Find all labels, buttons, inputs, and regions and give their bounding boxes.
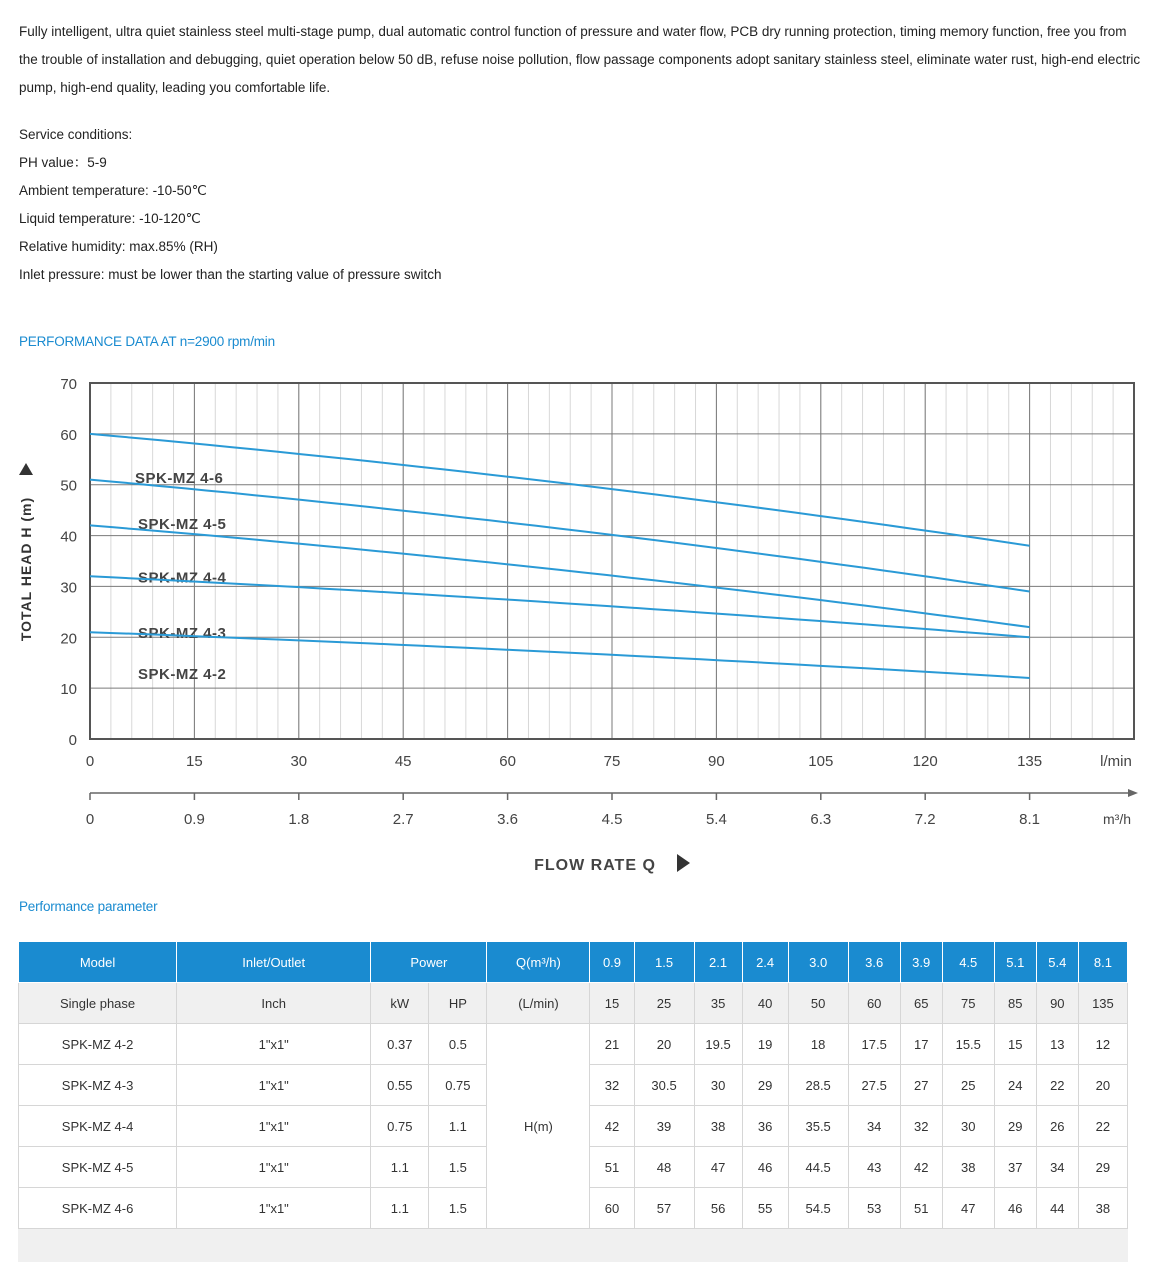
head-value: 13: [1036, 1024, 1078, 1065]
head-value: 19.5: [694, 1024, 742, 1065]
lmin-value: 85: [994, 983, 1036, 1024]
head-value: 34: [1036, 1147, 1078, 1188]
head-value: 38: [1078, 1188, 1127, 1229]
y-tick-label: 60: [60, 426, 77, 444]
header-q-value: 8.1: [1078, 942, 1127, 983]
lmin-value: 40: [742, 983, 788, 1024]
head-value: 54.5: [788, 1188, 848, 1229]
head-value: 25: [942, 1065, 994, 1106]
row-kw: 0.75: [371, 1106, 429, 1147]
x-tick-label-m3h: 7.2: [914, 811, 936, 828]
series-label: SPK-MZ 4-5: [138, 515, 227, 533]
row-model: SPK-MZ 4-2: [19, 1024, 177, 1065]
header-q-value: 2.1: [694, 942, 742, 983]
row-inlet: 1"x1": [177, 1188, 371, 1229]
head-value: 30: [694, 1065, 742, 1106]
condition-humidity: Relative humidity: max.85% (RH): [19, 239, 218, 254]
head-value: 37: [994, 1147, 1036, 1188]
head-value: 29: [742, 1065, 788, 1106]
head-value: 51: [900, 1188, 942, 1229]
header-inlet: Inlet/Outlet: [177, 942, 371, 983]
series-label: SPK-MZ 4-6: [135, 470, 224, 488]
h-label-cell: H(m): [487, 1024, 590, 1229]
x-unit-m3h: m³/h: [1103, 811, 1131, 827]
head-value: 55: [742, 1188, 788, 1229]
head-value: 32: [900, 1106, 942, 1147]
x-tick-label-lmin: 75: [603, 753, 621, 770]
performance-table: [18, 941, 1128, 1229]
x-tick-label-lmin: 45: [394, 753, 412, 770]
head-value: 60: [590, 1188, 634, 1229]
head-value: 48: [634, 1147, 694, 1188]
y-tick-label: 40: [60, 528, 77, 546]
head-value: 47: [942, 1188, 994, 1229]
y-tick-label: 70: [60, 376, 77, 393]
head-value: 22: [1078, 1106, 1127, 1147]
x-tick-label-lmin: 90: [708, 753, 725, 770]
series-label: SPK-MZ 4-3: [138, 625, 227, 643]
header-q-value: 5.1: [994, 942, 1036, 983]
x-tick-label-m3h: 4.5: [601, 811, 623, 828]
head-value: 24: [994, 1065, 1036, 1106]
row-kw: 1.1: [371, 1147, 429, 1188]
lmin-value: 75: [942, 983, 994, 1024]
x-tick-label-lmin: 120: [912, 753, 938, 770]
table-header-row: [19, 942, 1128, 983]
head-value: 29: [994, 1106, 1036, 1147]
head-value: 44: [1036, 1188, 1078, 1229]
x-tick-label-m3h: 6.3: [810, 811, 832, 828]
lmin-value: 60: [848, 983, 900, 1024]
head-value: 44.5: [788, 1147, 848, 1188]
head-value: 29: [1078, 1147, 1127, 1188]
head-value: 35.5: [788, 1106, 848, 1147]
row-kw: 0.55: [371, 1065, 429, 1106]
performance-chart: [0, 365, 1173, 885]
head-value: 57: [634, 1188, 694, 1229]
head-value: 20: [634, 1024, 694, 1065]
row-inlet: 1"x1": [177, 1147, 371, 1188]
lmin-value: 15: [590, 983, 634, 1024]
x-tick-label-lmin: 60: [499, 753, 516, 770]
head-value: 21: [590, 1024, 634, 1065]
head-value: 30: [942, 1106, 994, 1147]
row-model: SPK-MZ 4-3: [19, 1065, 177, 1106]
conditions-heading: Service conditions:: [19, 127, 133, 142]
series-label: SPK-MZ 4-2: [138, 665, 227, 683]
x-tick-label-lmin: 30: [290, 753, 308, 770]
units-model: Single phase: [19, 983, 177, 1024]
head-value: 46: [994, 1188, 1036, 1229]
header-q-value: 4.5: [942, 942, 994, 983]
y-axis-arrow-icon: [19, 463, 33, 475]
header-q-value: 0.9: [590, 942, 634, 983]
head-value: 27.5: [848, 1065, 900, 1106]
x-tick-label-lmin: 15: [186, 753, 203, 770]
lmin-value: 50: [788, 983, 848, 1024]
table-row: [19, 1024, 1128, 1065]
parameter-heading: Performance parameter: [19, 899, 158, 914]
row-inlet: 1"x1": [177, 1065, 371, 1106]
head-value: 39: [634, 1106, 694, 1147]
intro-paragraph: Fully intelligent, ultra quiet stainless steel multi-stage pump, dual automatic control function of pressure and water flow, PCB dry running protection, timing memory function, free you from the trouble of installation and debugging, quiet operation below 50 dB, refuse noise pollution, flow passage components adopt sanitary stainless steel, eliminate water rust, high-end electric pump, high-end quality, leading you comfortable life.: [19, 24, 1141, 95]
head-value: 32: [590, 1065, 634, 1106]
header-q-value: 2.4: [742, 942, 788, 983]
series-label: SPK-MZ 4-4: [138, 569, 227, 587]
head-value: 22: [1036, 1065, 1078, 1106]
row-hp: 1.5: [429, 1188, 487, 1229]
header-q-value: 3.0: [788, 942, 848, 983]
lmin-value: 35: [694, 983, 742, 1024]
secondary-axis-arrow-icon: [1128, 789, 1138, 797]
head-value: 17.5: [848, 1024, 900, 1065]
header-q-value: 3.6: [848, 942, 900, 983]
condition-liquid-temp: Liquid temperature: -10-120℃: [19, 211, 201, 226]
condition-inlet-pressure: Inlet pressure: must be lower than the starting value of pressure switch: [19, 267, 442, 282]
y-tick-label: 0: [68, 732, 77, 749]
head-value: 15: [994, 1024, 1036, 1065]
performance-heading: PERFORMANCE DATA AT n=2900 rpm/min: [19, 334, 275, 349]
row-hp: 1.5: [429, 1147, 487, 1188]
head-value: 15.5: [942, 1024, 994, 1065]
row-model: SPK-MZ 4-5: [19, 1147, 177, 1188]
head-value: 42: [900, 1147, 942, 1188]
y-tick-label: 20: [60, 630, 77, 648]
head-value: 27: [900, 1065, 942, 1106]
header-q-value: 1.5: [634, 942, 694, 983]
head-value: 18: [788, 1024, 848, 1065]
footer-band: [18, 1229, 1128, 1262]
x-axis-arrow-icon: [677, 854, 690, 872]
row-hp: 0.5: [429, 1024, 487, 1065]
x-axis-label: FLOW RATE Q: [534, 857, 656, 874]
y-tick-label: 50: [60, 477, 77, 495]
row-hp: 1.1: [429, 1106, 487, 1147]
head-value: 47: [694, 1147, 742, 1188]
x-tick-label-m3h: 1.8: [288, 811, 310, 828]
header-power: Power: [371, 942, 487, 983]
head-value: 26: [1036, 1106, 1078, 1147]
row-inlet: 1"x1": [177, 1106, 371, 1147]
head-value: 12: [1078, 1024, 1127, 1065]
units-row: [19, 983, 1128, 1024]
service-conditions: [19, 121, 441, 289]
head-value: 17: [900, 1024, 942, 1065]
condition-ambient-temp: Ambient temperature: -10-50℃: [19, 183, 207, 198]
head-value: 46: [742, 1147, 788, 1188]
header-q: Q(m³/h): [487, 942, 590, 983]
head-value: 34: [848, 1106, 900, 1147]
lmin-value: 25: [634, 983, 694, 1024]
x-tick-label-m3h: 5.4: [705, 811, 727, 828]
y-tick-label: 10: [60, 681, 77, 699]
row-kw: 0.37: [371, 1024, 429, 1065]
x-tick-label-m3h: 8.1: [1019, 811, 1041, 828]
head-value: 28.5: [788, 1065, 848, 1106]
units-hp: HP: [429, 983, 487, 1024]
head-value: 38: [694, 1106, 742, 1147]
lmin-value: 135: [1078, 983, 1127, 1024]
row-model: SPK-MZ 4-4: [19, 1106, 177, 1147]
header-model: Model: [19, 942, 177, 983]
condition-ph: PH value：5-9: [19, 155, 107, 170]
row-hp: 0.75: [429, 1065, 487, 1106]
lmin-value: 90: [1036, 983, 1078, 1024]
head-value: 43: [848, 1147, 900, 1188]
x-tick-label-m3h: 0: [85, 811, 95, 828]
y-axis-label: TOTAL HEAD H (m): [18, 496, 34, 642]
units-kw: kW: [371, 983, 429, 1024]
units-lmin: (L/min): [487, 983, 590, 1024]
x-tick-label-m3h: 2.7: [392, 811, 414, 828]
row-model: SPK-MZ 4-6: [19, 1188, 177, 1229]
row-inlet: 1"x1": [177, 1024, 371, 1065]
units-inlet: Inch: [177, 983, 371, 1024]
x-tick-label-lmin: 0: [85, 753, 95, 770]
lmin-value: 65: [900, 983, 942, 1024]
x-tick-label-m3h: 3.6: [497, 811, 519, 828]
row-kw: 1.1: [371, 1188, 429, 1229]
head-value: 19: [742, 1024, 788, 1065]
head-value: 42: [590, 1106, 634, 1147]
x-tick-label-m3h: 0.9: [183, 811, 205, 828]
head-value: 20: [1078, 1065, 1127, 1106]
head-value: 56: [694, 1188, 742, 1229]
x-unit-lmin: l/min: [1100, 753, 1132, 770]
head-value: 36: [742, 1106, 788, 1147]
head-value: 53: [848, 1188, 900, 1229]
y-tick-label: 30: [60, 579, 77, 597]
head-value: 30.5: [634, 1065, 694, 1106]
header-q-value: 3.9: [900, 942, 942, 983]
header-q-value: 5.4: [1036, 942, 1078, 983]
head-value: 38: [942, 1147, 994, 1188]
x-tick-label-lmin: 105: [808, 753, 834, 770]
head-value: 51: [590, 1147, 634, 1188]
x-tick-label-lmin: 135: [1017, 753, 1043, 770]
